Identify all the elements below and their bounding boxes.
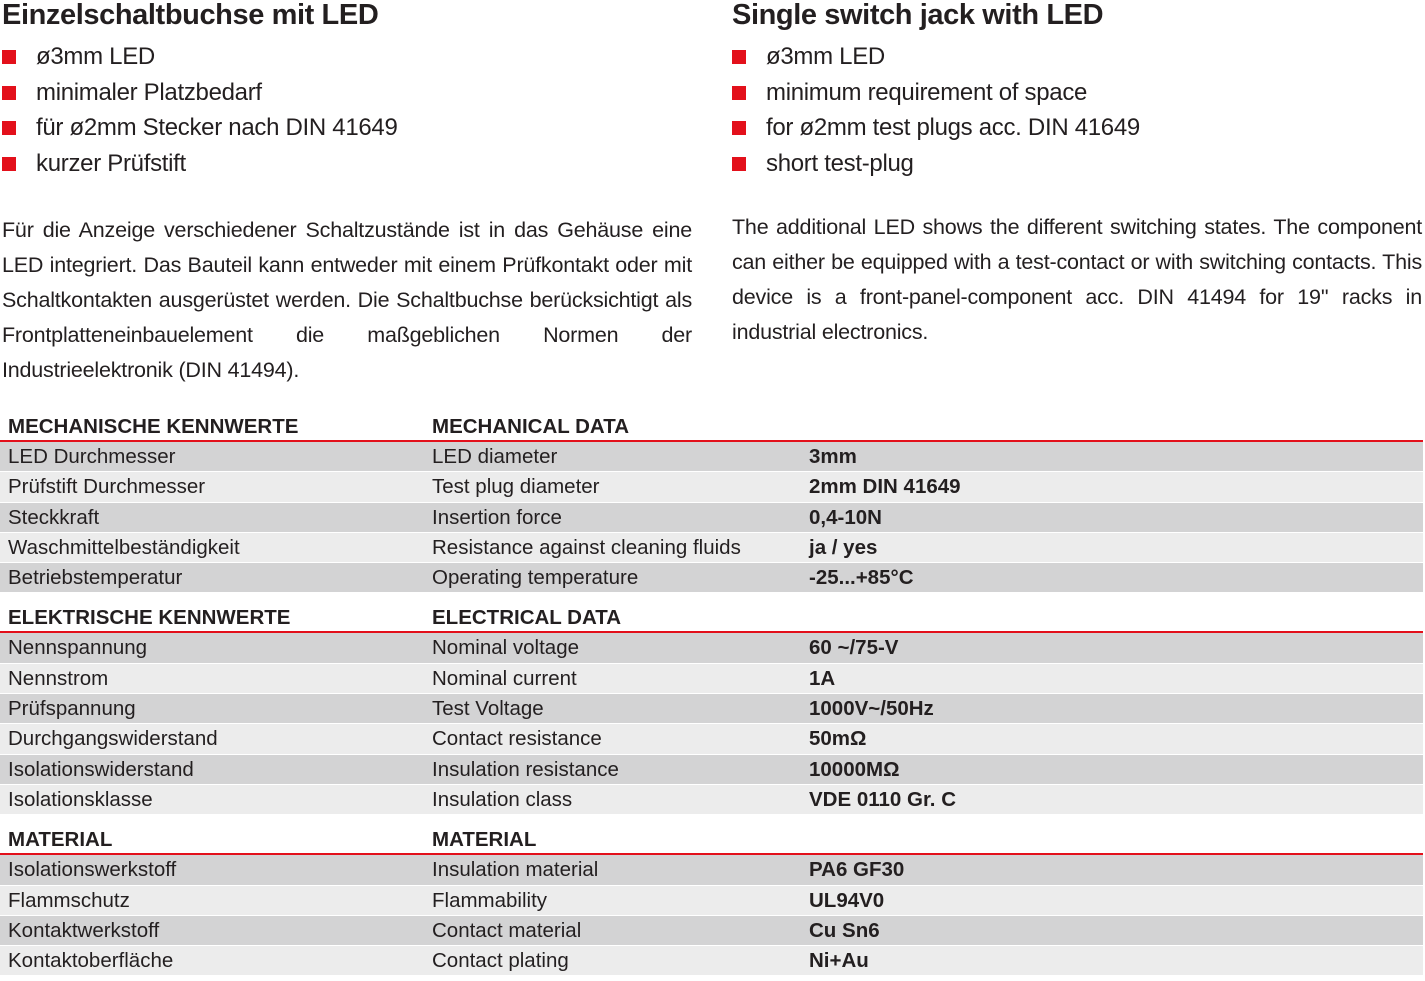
label-en: Test Voltage bbox=[432, 697, 544, 721]
german-title: Einzelschaltbuchse mit LED bbox=[2, 0, 379, 31]
table-row bbox=[0, 503, 1423, 533]
value: 3mm bbox=[809, 445, 857, 468]
value: 1A bbox=[809, 666, 836, 690]
table-row bbox=[0, 664, 1423, 694]
label-de: Prüfstift Durchmesser bbox=[8, 475, 206, 499]
section-spacer bbox=[0, 815, 1423, 823]
label-en: Insulation class bbox=[432, 787, 573, 811]
section-header-electrical bbox=[0, 601, 1423, 633]
label-en: Nominal current bbox=[432, 666, 577, 690]
label-de: Isolationsklasse bbox=[8, 787, 153, 811]
value: -25...+85°C bbox=[809, 566, 914, 590]
label-de: Nennstrom bbox=[8, 666, 109, 690]
table-row bbox=[0, 694, 1423, 724]
value: 0,4-10N bbox=[809, 505, 882, 529]
label-de: Durchgangswiderstand bbox=[8, 727, 218, 751]
red-square-bullet-icon bbox=[2, 157, 16, 171]
red-square-bullet-icon bbox=[2, 50, 16, 64]
value: 10000MΩ bbox=[809, 757, 900, 781]
label-de: LED Durchmesser bbox=[8, 445, 176, 468]
value: Ni+Au bbox=[809, 949, 869, 973]
feature-text: short test-plug bbox=[766, 149, 914, 177]
table-row bbox=[0, 563, 1423, 593]
table-row bbox=[0, 855, 1423, 885]
list-item bbox=[2, 110, 692, 146]
label-en: Test plug diameter bbox=[432, 475, 600, 499]
label-de: Isolationswerkstoff bbox=[8, 858, 177, 882]
section-title-de: MATERIAL bbox=[8, 828, 113, 852]
label-de: Kontaktoberfläche bbox=[8, 949, 174, 973]
table-row bbox=[0, 755, 1423, 785]
label-en: Flammability bbox=[432, 888, 548, 912]
english-feature-list bbox=[732, 39, 1422, 181]
table-row bbox=[0, 633, 1423, 663]
german-description: Für die Anzeige verschiedener Schaltzustände ist in das Gehäuse eine LED integriert. Das Bauteil kann entweder mit einem Prüfkontakt oder mit Schaltkontakten ausgerüstet werden. Die Schaltbuchse berücksichtigt als Frontplatteneinbauelement die maßgeblichen Normen der Industrieelektronik (DIN 41494). bbox=[2, 218, 692, 383]
table-row bbox=[0, 946, 1423, 976]
section-title-en: MATERIAL bbox=[432, 828, 537, 852]
list-item bbox=[732, 39, 1422, 75]
english-column bbox=[732, 0, 1422, 350]
label-de: Isolationswiderstand bbox=[8, 757, 194, 781]
label-en: Insulation material bbox=[432, 858, 599, 882]
table-row bbox=[0, 442, 1423, 472]
section-header-material bbox=[0, 823, 1423, 855]
label-de: Flammschutz bbox=[8, 888, 130, 912]
label-en: Contact resistance bbox=[432, 727, 602, 751]
red-square-bullet-icon bbox=[732, 157, 746, 171]
english-description: The additional LED shows the different switching states. The component can either be equipped with a test-contact or with switching contacts. This device is a front-panel-component acc. DIN 41494 for 19'' racks in industrial electronics. bbox=[732, 215, 1422, 345]
label-de: Betriebstemperatur bbox=[8, 566, 183, 590]
german-feature-list bbox=[2, 39, 692, 181]
value: ja / yes bbox=[809, 535, 878, 559]
section-spacer bbox=[0, 593, 1423, 601]
value: 50mΩ bbox=[809, 727, 867, 751]
table-row bbox=[0, 472, 1423, 502]
section-title-de: ELEKTRISCHE KENNWERTE bbox=[8, 606, 291, 630]
label-en: Insertion force bbox=[432, 505, 562, 529]
red-square-bullet-icon bbox=[732, 86, 746, 100]
section-header-mechanical bbox=[0, 410, 1423, 442]
red-square-bullet-icon bbox=[732, 50, 746, 64]
feature-text: for ø2mm test plugs acc. DIN 41649 bbox=[766, 114, 1140, 142]
red-square-bullet-icon bbox=[2, 86, 16, 100]
value: VDE 0110 Gr. C bbox=[809, 787, 957, 811]
label-en: LED diameter bbox=[432, 445, 558, 468]
red-square-bullet-icon bbox=[2, 121, 16, 135]
label-de: Prüfspannung bbox=[8, 697, 136, 721]
table-row bbox=[0, 886, 1423, 916]
label-de: Nennspannung bbox=[8, 636, 148, 660]
list-item bbox=[2, 146, 692, 182]
english-title: Single switch jack with LED bbox=[732, 0, 1104, 31]
list-item bbox=[2, 75, 692, 111]
german-column bbox=[2, 0, 692, 388]
feature-text: minimaler Platzbedarf bbox=[36, 78, 262, 106]
value: 1000V~/50Hz bbox=[809, 697, 934, 721]
label-en: Contact material bbox=[432, 918, 582, 942]
table-row bbox=[0, 916, 1423, 946]
feature-text: für ø2mm Stecker nach DIN 41649 bbox=[36, 114, 398, 142]
label-en: Contact plating bbox=[432, 949, 569, 973]
table-row bbox=[0, 533, 1423, 563]
value: UL94V0 bbox=[809, 888, 885, 912]
list-item bbox=[732, 146, 1422, 182]
label-en: Resistance against cleaning fluids bbox=[432, 535, 741, 559]
label-en: Operating temperature bbox=[432, 566, 639, 590]
red-square-bullet-icon bbox=[732, 121, 746, 135]
label-de: Waschmittelbeständigkeit bbox=[8, 535, 240, 559]
spec-table bbox=[0, 410, 1423, 976]
label-en: Insulation resistance bbox=[432, 757, 619, 781]
value: Cu Sn6 bbox=[809, 918, 880, 942]
feature-text: kurzer Prüfstift bbox=[36, 149, 186, 177]
list-item bbox=[2, 39, 692, 75]
list-item bbox=[732, 75, 1422, 111]
value: 2mm DIN 41649 bbox=[809, 475, 961, 499]
feature-text: ø3mm LED bbox=[36, 43, 155, 70]
table-row bbox=[0, 785, 1423, 815]
value: 60 ~/75-V bbox=[809, 636, 899, 660]
section-title-de: MECHANISCHE KENNWERTE bbox=[8, 415, 299, 438]
label-de: Kontaktwerkstoff bbox=[8, 918, 160, 942]
section-title-en: MECHANICAL DATA bbox=[432, 415, 630, 438]
value: PA6 GF30 bbox=[809, 858, 905, 882]
list-item bbox=[732, 110, 1422, 146]
table-row bbox=[0, 724, 1423, 754]
label-de: Steckkraft bbox=[8, 505, 100, 529]
feature-text: ø3mm LED bbox=[766, 43, 885, 70]
section-title-en: ELECTRICAL DATA bbox=[432, 606, 622, 630]
label-en: Nominal voltage bbox=[432, 636, 579, 660]
feature-text: minimum requirement of space bbox=[766, 78, 1088, 106]
